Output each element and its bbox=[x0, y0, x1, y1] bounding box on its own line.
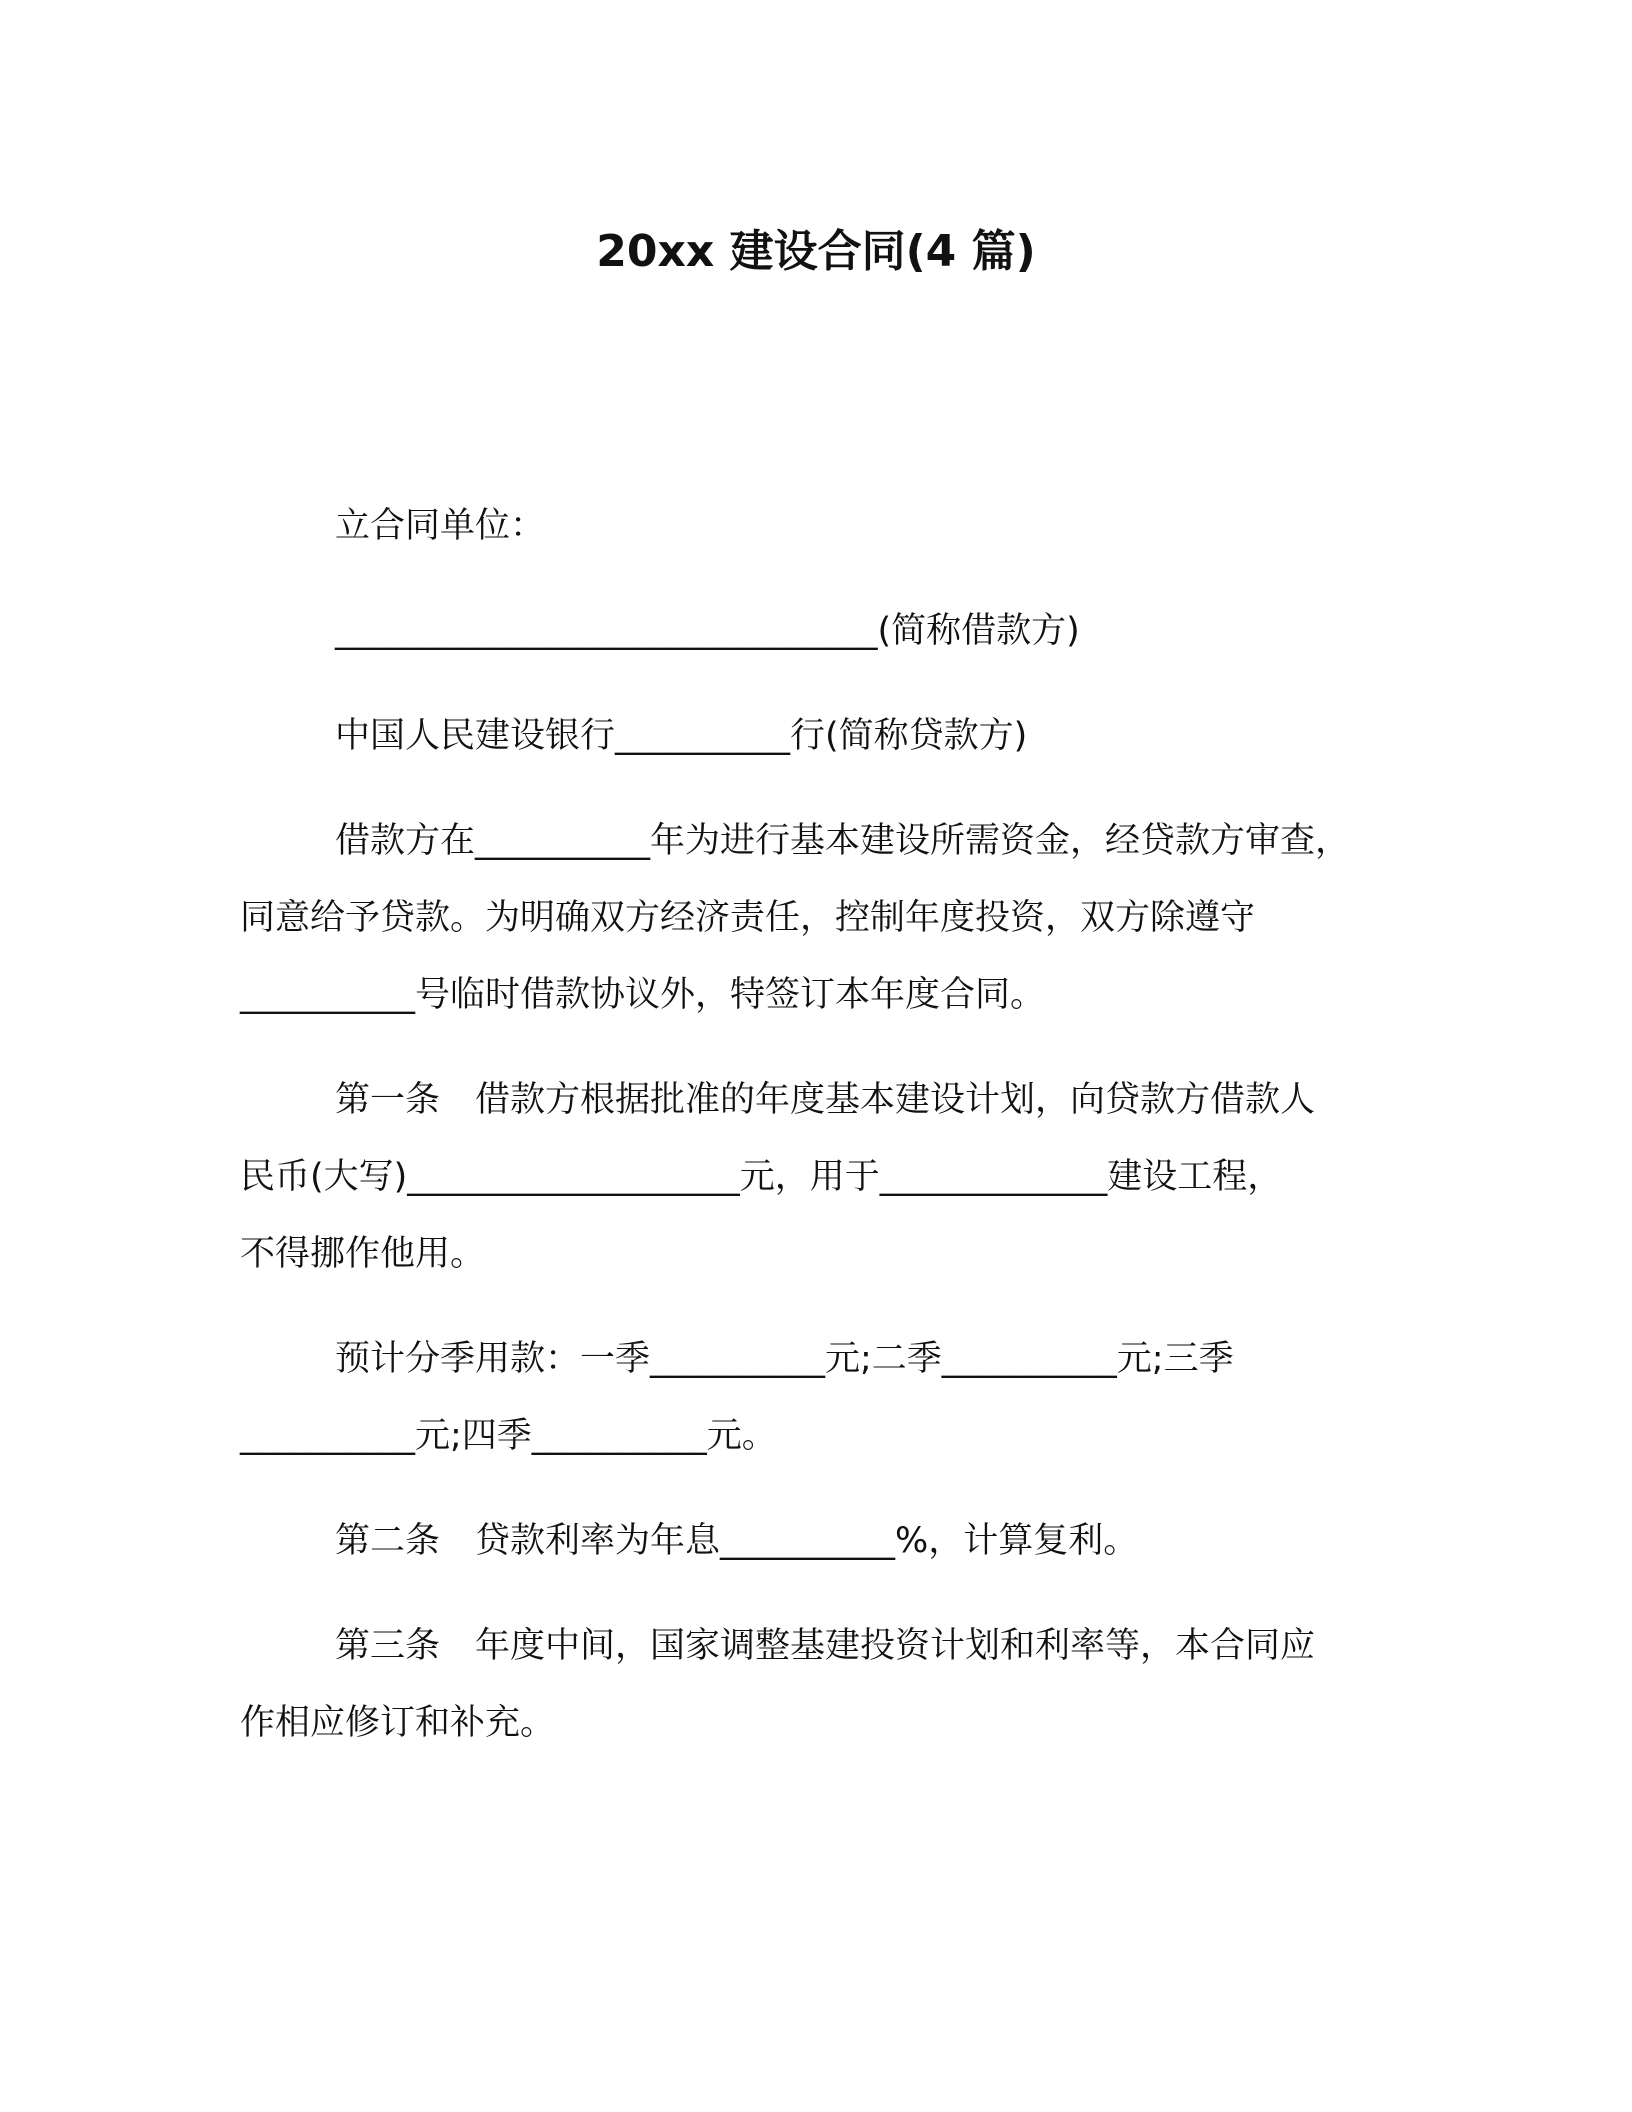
text-line: 第一条 借款方根据批准的年度基本建设计划，向贷款方借款人 bbox=[335, 1080, 1316, 1120]
paragraph-parties-heading bbox=[240, 488, 1400, 565]
paragraph-preamble bbox=[240, 803, 1400, 1034]
paragraph-borrower bbox=[240, 593, 1400, 670]
text-line: 中国人民建设银行__________行(简称贷款方) bbox=[335, 716, 1028, 756]
paragraph-quarterly-usage bbox=[240, 1321, 1400, 1475]
text-line: 作相应修订和补充。 bbox=[240, 1703, 556, 1743]
text-line: 借款方在__________年为进行基本建设所需资金，经贷款方审查， bbox=[335, 821, 1351, 861]
text-line: 预计分季用款：一季__________元;二季__________元;三季 bbox=[335, 1339, 1234, 1379]
text-line: __________元;四季__________元。 bbox=[240, 1416, 777, 1456]
document-title: 20xx 建设合同(4 篇) bbox=[596, 226, 1036, 277]
text-line: __________号临时借款协议外，特签订本年度合同。 bbox=[240, 975, 1046, 1015]
paragraph-article-3 bbox=[240, 1608, 1400, 1762]
text-line: 第二条 贷款利率为年息__________%，计算复利。 bbox=[335, 1521, 1139, 1561]
text-line: 民币(大写)___________________元，用于_____________建设工程， bbox=[240, 1157, 1283, 1197]
text-line: 第三条 年度中间，国家调整基建投资计划和利率等，本合同应 bbox=[335, 1626, 1316, 1666]
document-body bbox=[240, 488, 1400, 1790]
paragraph-article-2 bbox=[240, 1503, 1400, 1580]
text-line: 不得挪作他用。 bbox=[240, 1234, 486, 1274]
paragraph-article-1 bbox=[240, 1062, 1400, 1293]
text-line: _______________________________(简称借款方) bbox=[335, 611, 1080, 651]
text-line: 同意给予贷款。为明确双方经济责任，控制年度投资，双方除遵守 bbox=[240, 898, 1256, 938]
paragraph-lender bbox=[240, 698, 1400, 775]
text-line: 立合同单位： bbox=[335, 506, 546, 546]
